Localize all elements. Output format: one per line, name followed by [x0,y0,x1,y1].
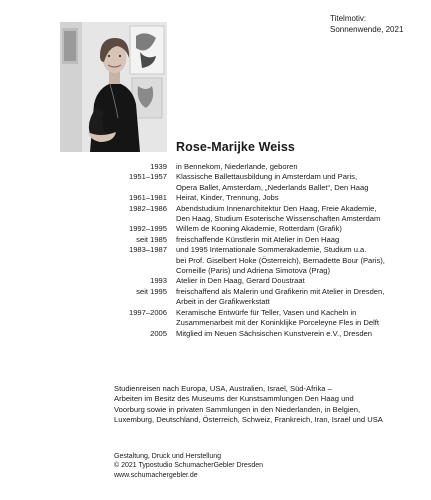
biography-row [100,308,430,329]
biography-row [100,224,430,234]
biography-row [100,172,430,193]
biography-text [176,224,430,234]
biography-text-line: Klassische Ballettausbildung in Amsterdam und Paris, [176,172,358,182]
biography-text-line: Heirat, Kinder, Trennung, Jobs [176,193,279,203]
biography-text [176,172,430,193]
biography-text [176,329,430,339]
cover-motif-caption [330,13,425,35]
artist-name-heading: Rose-Marijke Weiss [176,140,295,154]
artist-portrait-illustration [60,22,167,152]
biography-row [100,162,430,172]
credit-line: © 2021 Typostudio SchumacherGebler Dresden [114,462,264,470]
biography-text-line: freischaffende Künstlerin mit Atelier in Den Haag [176,234,340,244]
paragraph-line: Luxemburg, Deutschland, Österreich, Schweiz, Frankreich, Iran, Israel und USA [114,415,383,425]
biography-text-line: Keramische Entwürfe für Teller, Vasen und Kacheln in [176,307,357,317]
biography-row [100,287,430,308]
biography-text [176,193,430,203]
biography-text-line: Corneille (Paris) und Adriena Simotova (Prag) [176,266,331,276]
paragraph-line: Voorburg sowie in privaten Sammlungen in den Niederlanden, in Belgien, [114,404,361,414]
biography-date: 1939 [150,162,167,171]
biography-date: 1992–1995 [128,224,167,234]
biography-text [176,235,430,245]
biography-row [100,329,430,339]
biography-text [176,162,430,172]
biography-text-line: in Bennekom, Niederlande, geboren [176,162,298,171]
biography-date: seit 1995 [136,286,167,296]
biography-text [176,287,430,308]
biography-text-line: Zusammenarbeit mit der Koninklijke Porceleyne Fles in Delft [176,318,380,328]
credit-website: www.schumachergebler.de [114,471,198,479]
artist-portrait-photo [60,22,167,152]
biography-text-line: Arbeit in der Grafikwerkstatt [176,297,270,307]
biography-text-line: Atelier in Den Haag, Gerard Doustraat [176,276,305,286]
paragraph-line: Studienreisen nach Europa, USA, Australien, Israel, Süd-Afrika – [114,384,332,393]
biography-text [176,245,430,276]
biography-date: 1951–1957 [128,172,167,182]
biography-text-line: Opera Ballet, Amsterdam, „Nederlands Ballet“, Den Haag [176,182,369,192]
biography-text-line: Abendstudium Innenarchitektur Den Haag, Freie Akademie, [176,203,377,213]
biography-list [100,162,430,339]
biography-date: 1997–2006 [128,307,167,317]
biography-row [100,235,430,245]
credit-line: Gestaltung, Druck und Herstellung [114,453,221,460]
biography-text-line: bei Prof. Giselbert Hoke (Österreich), Bernadette Bour (Paris), [176,255,385,265]
travel-and-collections-paragraph [114,384,414,426]
caption-line: Sonnenwende, 2021 [330,25,404,34]
biography-text [176,204,430,225]
biography-row [100,245,430,276]
biography-text [176,308,430,329]
biography-date: 1961–1981 [128,193,167,203]
biography-row [100,276,430,286]
biography-date: 1982–1986 [128,203,167,213]
biography-text [176,276,430,286]
biography-text-line: Den Haag, Studium Esoterische Wissenschaften Amsterdam [176,214,381,224]
biography-text-line: freischaffend als Malerin und Grafikerin mit Atelier in Dresden, [176,286,385,296]
biography-text-line: Willem de Kooning Akademie, Rotterdam (Grafik) [176,224,342,234]
biography-date: 1993 [150,276,167,286]
biography-date: 2005 [150,328,167,338]
biography-text-line: und 1995 Internationale Sommerakademie, Studium u.a. [176,245,367,255]
biography-date: 1983–1987 [128,245,167,255]
biography-date: seit 1985 [136,234,167,244]
biography-row [100,204,430,225]
caption-line: Titelmotiv: [330,14,367,23]
biography-text-line: Mitglied im Neuen Sächsischen Kunstverein e.V., Dresden [176,328,372,338]
imprint-credits [114,452,364,480]
paragraph-line: Arbeiten im Besitz des Museums der Kunstsammlungen Den Haag und [114,394,354,404]
biography-row [100,193,430,203]
